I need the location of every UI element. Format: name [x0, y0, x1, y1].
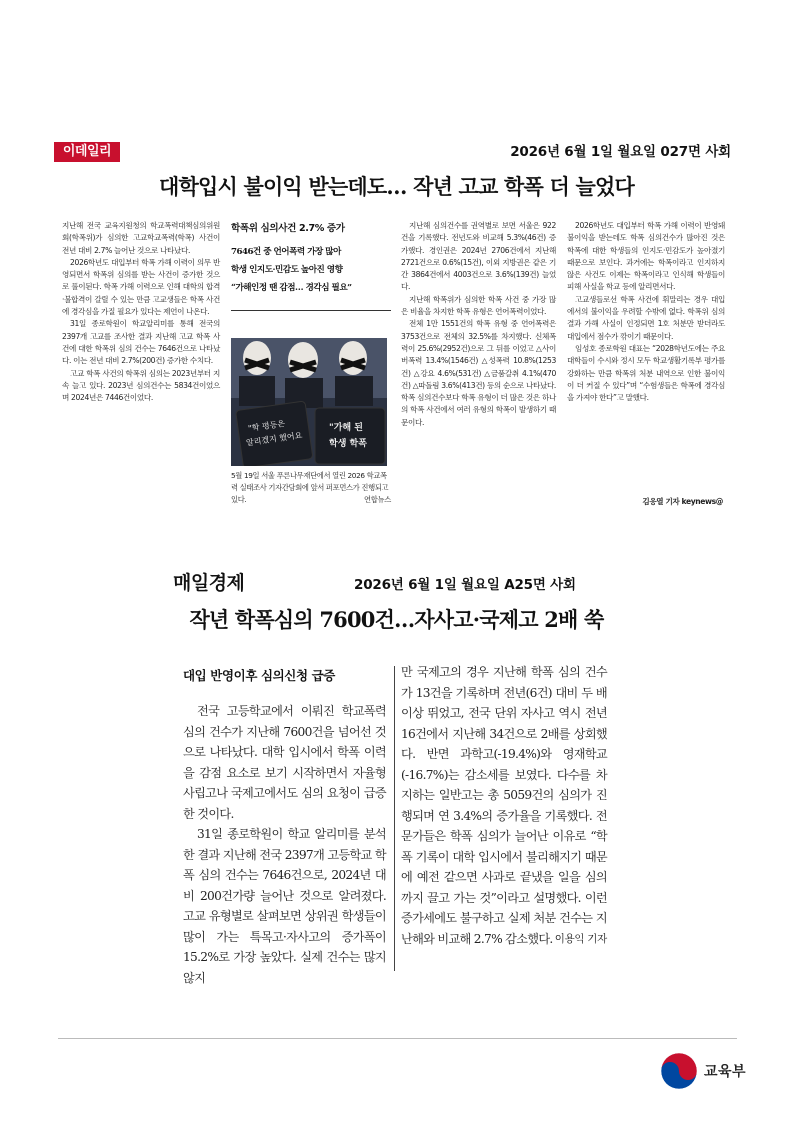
ministry-emblem-icon	[659, 1051, 699, 1091]
edaily-logo: 이데일리	[54, 142, 120, 162]
article2-headline: 작년 학폭심의 7600건…자사고·국제고 2배 쑥	[189, 607, 604, 632]
svg-text:"학 평등은: "학 평등은	[247, 419, 286, 434]
paragraph: 31일 종로학원이 학교알리미를 통해 전국의 2397개 고교를 조사한 결과 지난해 고교 학폭 사건에 대한 학폭위 심의 건수는 7646건으로 나타났다. 이는 전년 대비 2.7%(200건) 증가한 수치다.	[62, 319, 220, 366]
paragraph: 전체 1만 1551건의 학폭 유형 중 언어폭력은 3753건으로 전체의 32.5%를 차지했다. 신체폭력이 25.6%(2952건)으로 그 뒤를 이었고 △사이버폭력 13.4%(1546건) △성폭력 10.8%(1253건) △강요 4.6%(531건) △금품갈취 4.1%(470건) △따돌림 3.6%(413건) 등의 순으로 나타났다. 학폭 심의건수보다 학폭 유형이 더 많은 것은 하나의 학폭 사건에서 여러 유형의 학폭이 발생하기 때문이다.	[401, 319, 556, 427]
paragraph	[401, 662, 607, 949]
paragraph: 임성호 종로학원 대표는 “2028학년도에는 주요 대학들이 수시와 정시 모두 학교생활기록부 평가를 강화하는 만큼 학폭위 처분 내역으로 인한 불이익이 더 커질 수 있다”며 “수험생들은 학폭에 경각심을 가져야 한다”고 말했다.	[567, 343, 725, 403]
paragraph: 2026학년도 대입부터 학폭 가해 이력이 반영돼 불이익을 받는데도 학폭 심의건수가 많아진 것은 학폭에 대한 학생들의 인지도·민감도가 높아졌기 때문으로 보인다. 과거에는 학폭이라고 인지하지 않은 사건도 이제는 학폭이라고 인식해 학생들이 피해 사실을 학교 등에 알리면서다.	[567, 221, 725, 292]
caption-text: 5월 19일 서울 푸른나무재단에서 열린 2026 학교폭력 실태조사 기자간담회에 앞서 퍼포먼스가 진행되고 있다.	[231, 471, 389, 504]
paragraph: 2026학년도 대입부터 학폭 가해 이력이 의무 반영되면서 학폭위 심의를 받는 사건이 증가한 것으로 풀이된다. 학폭 가해 이력으로 인해 대학의 합격·불합격이 갈릴 수 있는 만큼 고교생들은 학폭 사건에 경각심을 가질 필요가 있다는 제언이 나온다.	[62, 257, 220, 317]
divider	[231, 310, 391, 311]
paragraph: 고교 학폭 사건의 학폭위 심의는 2023년부터 지속 늘고 있다. 2023년 심의건수는 5834건이었으며 2024년은 7446건이었다.	[62, 368, 220, 403]
svg-text:알리겠지 했어요: 알리겠지 했어요	[245, 430, 303, 448]
paragraph: 지난해 전국 교육지원청의 학교폭력대책심의위원회(학폭위)가 심의한 고교학교폭력(학폭) 사건이 전년 대비 2.7% 늘어난 것으로 나타났다.	[62, 221, 220, 255]
article1-column-3	[401, 220, 556, 429]
newspaper-logo-tagline	[64, 133, 122, 138]
maekyung-logo: 매일경제	[173, 572, 245, 594]
article1-photo	[231, 338, 387, 466]
paragraph: 전국 고등학교에서 이뤄진 학교폭력 심의 건수가 지난해 7600건을 넘어선 것으로 나타났다. 대학 입시에서 학폭 이력을 감점 요소로 보기 시작하면서 자율형사립고나 국제고에서도 심의 요청이 급증한 것이다.	[183, 704, 386, 821]
performance-photo-image	[231, 338, 387, 466]
article1-column-4	[567, 220, 725, 404]
article1-column-1	[62, 220, 220, 404]
paragraph: 고교생들로선 학폭 사건에 휘말리는 경우 대입에서의 불이익을 우려할 수밖에 없다. 학폭위 심의 결과 가해 사실이 인정되면 1호 처분만 받더라도 대입에서 점수가 깎이기 때문이다.	[567, 294, 725, 341]
svg-text:"가해 된: "가해 된	[329, 423, 363, 433]
ministry-name: 교육부	[704, 1064, 747, 1080]
article2-dateline: 2026년 6월 1일 월요일 A25면 사회	[354, 577, 576, 593]
article1-photo-caption	[231, 470, 391, 506]
article2-subheading: 대입 반영이후 심의신청 급증	[183, 668, 335, 683]
article1-subline: 7646건 중 언어폭력 가장 많아	[231, 247, 341, 257]
paragraph-text: 만 국제고의 경우 지난해 학폭 심의 건수가 13건을 기록하며 전년(6건) 대비 두 배 이상 뛰었고, 전국 단위 자사고 역시 전년 16건에서 지난해 34건으로 2배를 상회했다. 반면 과학고(-19.4%)와 영재학교(-16.7%)는 감소세를 보였다. 다수를 차지하는 일반고는 총 5059건의 심의가 진행되며 연 3.4%의 증가율을 기록했다. 전문가들은 학폭 심의가 늘어난 이유로 “학폭 기록이 대학 입시에서 불리해지기 때문에 예전 같으면 사과로 끝냈을 일을 심의까지 끌고 가는 것”이라고 설명했다. 이런 증가세에도 불구하고 실제 처분 건수는 지난해와 비교해 2.7% 감소했다.	[401, 665, 607, 946]
article1-headline: 대학입시 불이익 받는데도… 작년 고교 학폭 더 늘었다	[159, 174, 634, 199]
article1-dateline: 2026년 6월 1일 월요일 027면 사회	[510, 144, 731, 160]
article1-byline: 김응열 기자 keynews@	[642, 497, 723, 506]
article1-subheadline-block	[231, 220, 396, 297]
article2-column-2	[401, 662, 607, 949]
article1-subline: “가해인정 땐 감점… 경각심 필요”	[231, 283, 352, 293]
paragraph: 지난해 학폭위가 심의한 학폭 사건 중 가장 많은 비율을 차지한 학폭 유형은 언어폭력이었다.	[401, 294, 556, 317]
footer-divider	[58, 1038, 737, 1039]
article1-subline: 학생 인지도·민감도 높아진 영향	[231, 265, 343, 275]
paragraph: 31일 종로학원이 학교 알리미를 분석한 결과 지난해 전국 2397개 고등학교 학폭 심의 건수는 7646건으로, 2024년 대비 200건가량 늘어난 것으로 알려졌다. 고교 유형별로 살펴보면 상위권 학생들이 많이 가는 특목고·자사고의 증가폭이 15.2%로 가장 높았다. 실제 건수는 많지 않지	[183, 827, 386, 985]
article1-subheading: 학폭위 심의사건 2.7% 증가	[231, 223, 345, 234]
svg-text:학생 학폭: 학생 학폭	[329, 439, 367, 449]
article2-byline: 이용익 기자	[554, 932, 607, 945]
caption-credit: 연합뉴스	[364, 495, 391, 504]
paragraph: 지난해 심의건수를 권역별로 보면 서울은 922건을 기록했다. 전년도와 비교해 5.3%(46건) 증가했다. 경인권은 2024년 2706건에서 지난해 2721건으로 0.6%(15건), 이외 지방권은 같은 기간 3864건에서 4003건으로 3.6%(139건) 늘었다.	[401, 221, 556, 292]
article2-column-1	[183, 701, 386, 988]
column-divider	[394, 666, 395, 971]
